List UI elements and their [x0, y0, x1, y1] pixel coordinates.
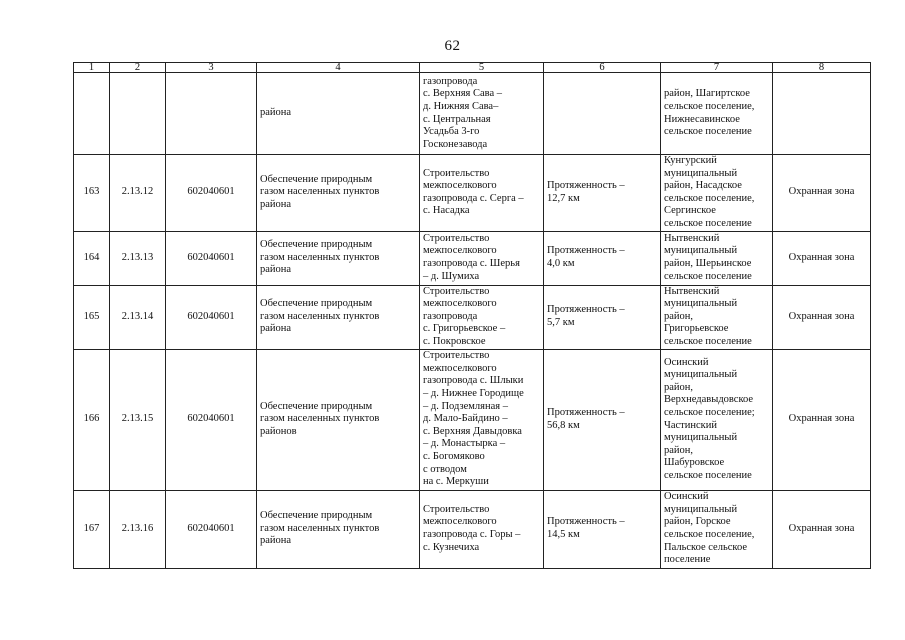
cell-id: 602040601 [166, 490, 257, 568]
cell-zone: Охранная зона [773, 490, 871, 568]
cell-object: Строительство межпоселкового газопровода с. Григорьевское – с. Покровское [420, 285, 544, 349]
cell-zone: Охранная зона [773, 349, 871, 490]
cell-object: газопровода с. Верхняя Сава – д. Нижняя Сава– с. Центральная Усадьба 3-го Госконезавода [420, 73, 544, 155]
header-cell-4: 4 [257, 63, 420, 73]
header-cell-8: 8 [773, 63, 871, 73]
cell-object: Строительство межпоселкового газопровода с. Горы – с. Кузнечиха [420, 490, 544, 568]
cell-num: 165 [74, 285, 110, 349]
table-row-continuation [74, 73, 871, 155]
cell-id: 602040601 [166, 349, 257, 490]
header-cell-3: 3 [166, 63, 257, 73]
cell-length: Протяженность – 14,5 км [544, 490, 661, 568]
cell-purpose: района [257, 73, 420, 155]
cell-length: Протяженность – 5,7 км [544, 285, 661, 349]
cell-location: Нытвенский муниципальный район, Шерьинское сельское поселение [661, 231, 773, 285]
header-cell-6: 6 [544, 63, 661, 73]
document-table [73, 62, 871, 569]
cell-length: Протяженность – 12,7 км [544, 155, 661, 232]
table-row [74, 490, 871, 568]
cell-object: Строительство межпоселкового газопровода с. Шерья – д. Шумиха [420, 231, 544, 285]
cell-location: Осинский муниципальный район, Горское сельское поселение, Пальское сельское поселение [661, 490, 773, 568]
cell-location: район, Шагиртское сельское поселение, Нижнесавинское сельское поселение [661, 73, 773, 155]
cell-location: Осинский муниципальный район, Верхнедавыдовское сельское поселение; Частинский муниципальный район, Шабуровское сельское поселение [661, 349, 773, 490]
table-row [74, 155, 871, 232]
cell-location: Кунгурский муниципальный район, Насадское сельское поселение, Сергинское сельское поселение [661, 155, 773, 232]
header-cell-2: 2 [110, 63, 166, 73]
cell-object: Строительство межпоселкового газопровода с. Серга – с. Насадка [420, 155, 544, 232]
table-header-row [74, 63, 871, 73]
cell-zone: Охранная зона [773, 155, 871, 232]
header-cell-7: 7 [661, 63, 773, 73]
cell-length: Протяженность – 4,0 км [544, 231, 661, 285]
cell-code [110, 73, 166, 155]
cell-code: 2.13.16 [110, 490, 166, 568]
cell-id: 602040601 [166, 155, 257, 232]
cell-length: Протяженность – 56,8 км [544, 349, 661, 490]
cell-length [544, 73, 661, 155]
cell-num [74, 73, 110, 155]
cell-purpose: Обеспечение природным газом населенных пунктов района [257, 490, 420, 568]
cell-purpose: Обеспечение природным газом населенных пунктов района [257, 231, 420, 285]
cell-num: 164 [74, 231, 110, 285]
cell-zone: Охранная зона [773, 285, 871, 349]
cell-id [166, 73, 257, 155]
cell-code: 2.13.15 [110, 349, 166, 490]
cell-zone [773, 73, 871, 155]
table-row [74, 285, 871, 349]
table-row [74, 231, 871, 285]
page-number: 62 [444, 38, 461, 54]
cell-purpose: Обеспечение природным газом населенных пунктов районов [257, 349, 420, 490]
cell-code: 2.13.14 [110, 285, 166, 349]
cell-id: 602040601 [166, 285, 257, 349]
cell-purpose: Обеспечение природным газом населенных пунктов района [257, 155, 420, 232]
cell-code: 2.13.13 [110, 231, 166, 285]
cell-location: Нытвенский муниципальный район, Григорьевское сельское поселение [661, 285, 773, 349]
table-row [74, 349, 871, 490]
cell-purpose: Обеспечение природным газом населенных пунктов района [257, 285, 420, 349]
header-cell-1: 1 [74, 63, 110, 73]
cell-id: 602040601 [166, 231, 257, 285]
cell-code: 2.13.12 [110, 155, 166, 232]
header-cell-5: 5 [420, 63, 544, 73]
cell-object: Строительство межпоселкового газопровода с. Шлыки – д. Нижнее Городище – д. Подземляная – д. Мало-Байдино – с. Верхняя Давыдовка – д. Монастырка – с. Богомяково с отводом на с. Меркуши [420, 349, 544, 490]
cell-num: 167 [74, 490, 110, 568]
cell-num: 163 [74, 155, 110, 232]
cell-num: 166 [74, 349, 110, 490]
cell-zone: Охранная зона [773, 231, 871, 285]
